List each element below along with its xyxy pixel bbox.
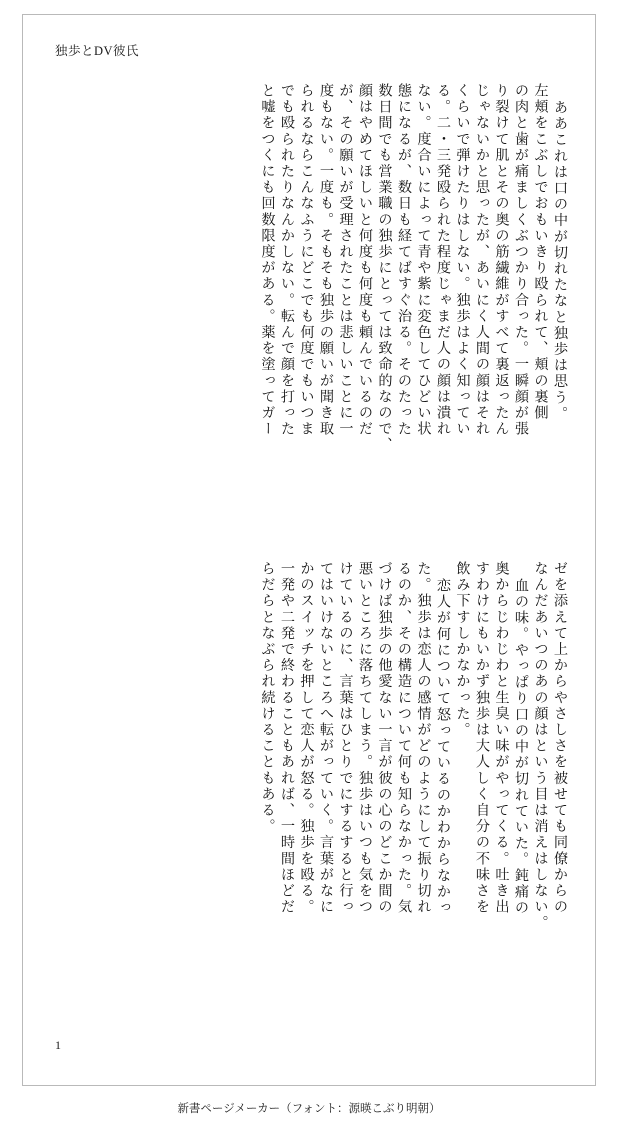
text-line: なんだあいつのあの顔はという目は消えはしない。 bbox=[532, 561, 549, 932]
text-line: 奥からじわじわと生臭い味がやってくる。吐き出 bbox=[493, 561, 510, 916]
text-line: でも殴られたりなんかしない。転んで顔を打った bbox=[279, 83, 295, 438]
text-line: 悪いところに落ちてしまう。独歩はいつも気をつ bbox=[357, 561, 373, 916]
text-line: 飲み下すしかなかった。 bbox=[454, 561, 471, 739]
text-line: られるならこんなふうにどこでも何度でもいつま bbox=[298, 83, 315, 438]
text-line: かのスイッチを押して恋人が怒る。独歩を殴る。 bbox=[298, 561, 315, 916]
text-line: 恋人が何について怒っているのかわからなかっ bbox=[435, 578, 451, 917]
text-line: ああこれは口の中が切れたなと独歩は思う。 bbox=[552, 100, 568, 422]
text-line: けているのに、言葉はひとりでにするすると行っ bbox=[337, 561, 354, 916]
upper-text-block bbox=[255, 83, 567, 535]
text-line: づけば独歩の他愛ない一言が彼の心のどこか間の bbox=[376, 561, 393, 916]
text-line: るのか、その構造について何も知らなかった。気 bbox=[396, 561, 412, 916]
text-line: すわけにもいかず独歩は大人しく自分の不味さを bbox=[474, 561, 490, 916]
page-header-title: 独歩とDV彼氏 bbox=[55, 44, 140, 58]
text-line: り裂けて肌とその奥の筋繊維がすべて裏返ったん bbox=[493, 83, 510, 438]
text-line: 顔はやめてほしいと何度も何度も頼んでいるのだ bbox=[357, 83, 373, 438]
text-line: くらいで弾けたりはしない。独歩はよく知ってい bbox=[454, 83, 471, 438]
text-line: 数日間でも営業職の独歩にとっては致命的なので、 bbox=[376, 83, 393, 454]
text-line: る。二・三発殴られた程度じゃまだ人の顔は潰れ bbox=[435, 83, 451, 438]
text-line: た。独歩は恋人の感情がどのようにして振り切れ bbox=[415, 561, 432, 916]
text-line: の肉と歯が痛ましくぶつかり合った。一瞬顔が張 bbox=[513, 83, 529, 438]
page-number: 1 bbox=[55, 1038, 61, 1052]
text-line: 血の味。やっぱり口の中が切れていた。鈍痛の bbox=[513, 578, 529, 917]
text-line: じゃないかと思ったが、あいにく人間の顔はそれ bbox=[474, 83, 490, 438]
text-line: が、その願いが受理されたことは悲しいことに一 bbox=[337, 83, 354, 438]
footer-credit: 新書ページメーカー（フォント：源暎こぶり明朝） bbox=[177, 1103, 441, 1115]
lower-text-block bbox=[255, 561, 567, 1013]
text-line: 一発や二発で終わることもあれば、一時間ほどだ bbox=[279, 561, 295, 916]
document-page bbox=[22, 14, 596, 1086]
text-line: 態になるが、数日も経てばすぐ治る。そのたった bbox=[396, 83, 412, 438]
text-line: ゼを添えて上からやさしさを被せても同僚からの bbox=[552, 561, 568, 916]
text-line: てはいけないところへ転がっていく。言葉がなに bbox=[318, 561, 334, 916]
text-line: らだらとなぶられ続けることもある。 bbox=[259, 561, 276, 835]
text-line: 度もない。一度も。そもそも独歩の願いが聞き取 bbox=[318, 83, 334, 438]
text-line: 左頬をこぶしでおもいきり殴られて、頬の裏側 bbox=[532, 83, 549, 422]
text-columns bbox=[53, 83, 567, 1013]
text-line: と嘘をつくにも回数限度がある。薬を塗ってガー bbox=[259, 83, 276, 438]
text-line: ない。度合いによって青や紫に変色してひどい状 bbox=[415, 83, 432, 438]
